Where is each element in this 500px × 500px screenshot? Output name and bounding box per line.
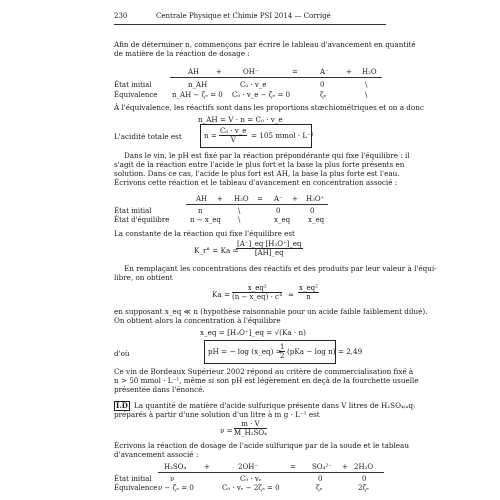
paragraph-line: À l'équivalence, les réactifs sont dans les proportions stœchiométriques et on a donc [114, 103, 424, 112]
paragraph-line: L'acidité totale est [114, 132, 182, 141]
paragraph-line: d'avancement associé : [114, 450, 199, 459]
approx-sign: ≈ [288, 290, 295, 299]
table-row: Équivalence ν − ζₑ = 0 C₀ · vₑ − 2ζₑ = 0 ζₑ 2ζₑ [114, 484, 369, 492]
table-row: État initial n_AH C₀ · v_e 0 \ [114, 81, 368, 89]
table-row: Équivalence n_AH − ζₑ = 0 C₀ · v_e − ζₑ = 0 ζₑ \ [114, 91, 368, 99]
page-number: 230 [114, 12, 128, 20]
fraction: $\frac{\text{C₀ · v\_e}}{V}$ [220, 127, 247, 144]
paragraph-line: présentée dans l'énoncé. [114, 385, 205, 394]
paragraph-line: n > 50 mmol · L⁻¹, même si son pH est légèrement en deçà de la fourchette usuelle [114, 376, 419, 385]
paragraph-line: Écrivons la réaction de dosage de l'acide sulfurique par de la soude et le tableau [114, 441, 409, 450]
paragraph-line: d'où [114, 349, 130, 358]
paragraph-line: Ce vin de Bordeaux Supérieur 2002 répond au critère de commercialisation fixé à [114, 367, 414, 376]
fraction: $\frac{\text{x\_eq²}}{n}$ [299, 284, 318, 301]
table-rule [170, 77, 382, 78]
paragraph-line: préparés à partir d'une solution d'un litre à m g · L⁻¹ est [114, 410, 320, 419]
running-header [114, 12, 386, 25]
table-row: État initial ν C₀ · vₑ 0 0 [114, 475, 367, 483]
paragraph-line: en supposant x_eq ≪ n (hypothèse raisonnable pour un acide faible faiblement dilué). [114, 307, 428, 316]
equation-lhs: K_r° = Ka = [194, 246, 239, 255]
equation-lhs: ν = [220, 426, 233, 435]
fraction: $\frac{1}{2}$ [280, 343, 285, 360]
table-row: État initial n \ 0 0 [114, 207, 315, 215]
result-box: pH = − log (x_eq) = $\frac{1}{2}$ (pKa − log n) = 2,49 [204, 340, 336, 364]
equation: n_AH = V · n = C₀ · v_e [198, 115, 283, 124]
fraction: $\frac{m \cdot V}{\text{M\_H₂SO₄}}$ [234, 420, 267, 437]
paragraph-line: libre, on obtient [114, 273, 173, 282]
result-box: n = $\frac{\text{C₀ · v\_e}}{V}$ = 105 mmol · L⁻¹ [200, 124, 312, 148]
fraction: $\frac{\text{[A⁻]\_eq [H₃O⁺]\_eq}}{[AH]\_eq}$ [237, 240, 302, 257]
paragraph-line: On obtient alors la concentration à l'équilibre [114, 316, 281, 325]
paragraph-line: En remplaçant les concentrations des réactifs et des produits par leur valeur à l'équi- [124, 264, 437, 273]
table-row: État d'équilibre n − x_eq \ x_eq x_eq [114, 216, 325, 224]
equation-lhs: Ka = [212, 290, 230, 299]
paragraph-line: solution. Dans ce cas, l'acide le plus fort est AH, la base la plus forte est l'eau. [114, 169, 400, 178]
table-rule [158, 472, 384, 473]
table-header: AH + OH⁻ = A⁻ + H₂O [188, 68, 377, 76]
paragraph-line: Écrivons cette réaction et le tableau d'avancement en concentration associé : [114, 178, 398, 187]
paragraph-line: Dans le vin, le pH est fixé par la réaction prépondérante qui fixe l'équilibre : il [124, 151, 410, 160]
running-title: Centrale Physique et Chimie PSI 2014 — Corrigé [156, 12, 331, 20]
table-header: AH + H₂O = A⁻ + H₃O⁺ [196, 195, 325, 203]
table-header: H₂SO₄ + 2OH⁻ = SO₄²⁻ + 2H₂O [164, 463, 374, 471]
question-badge: I.D [116, 401, 128, 410]
paragraph-line: de matière de la réaction de dosage : [114, 49, 250, 58]
paragraph-line: Afin de déterminer n, commençons par écrire le tableau d'avancement en quantité [114, 40, 416, 49]
paragraph-line: La constante de la réaction qui fixe l'équilibre est [114, 229, 295, 238]
fraction: $\frac{\text{x\_eq²}}{(n - x\_eq) \cdot c^\circ}$ [232, 284, 283, 301]
table-rule [186, 204, 328, 205]
paragraph-line: s'agit de la réaction entre l'acide le plus fort et la base la plus forte présents en [114, 160, 405, 169]
equation: x_eq = [H₃O⁺]_eq = √(Ka · n) [200, 328, 306, 337]
paragraph-line: La quantité de matière d'acide sulfurique présente dans V litres de H₂SO₄₍ₐq₎ [134, 401, 415, 410]
